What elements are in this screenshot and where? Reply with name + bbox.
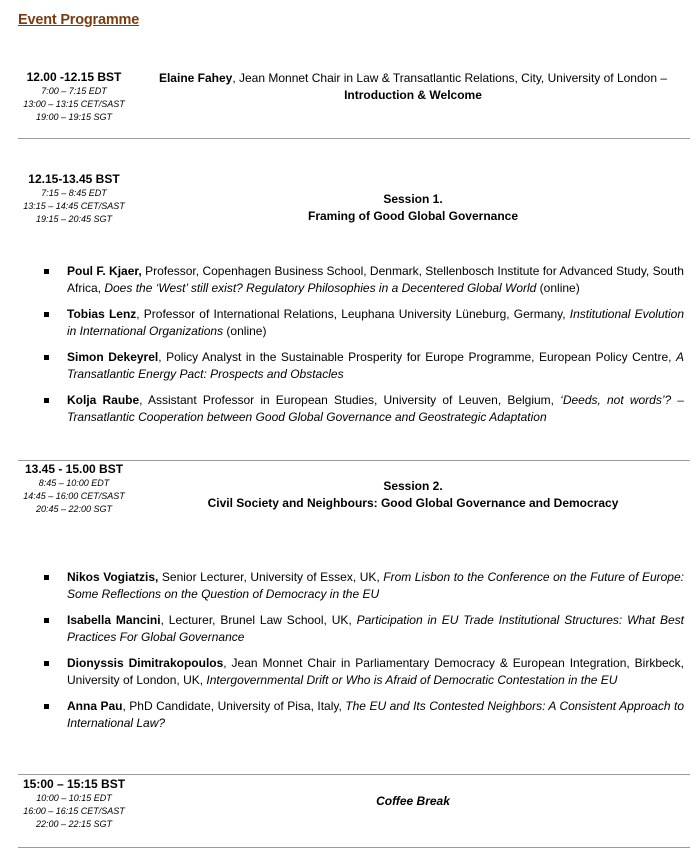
- session2-heading: [136, 478, 690, 512]
- talk-speaker: Poul F. Kjaer,: [67, 264, 142, 278]
- session1-time: [18, 172, 130, 226]
- time-edt: 10:00 – 10:15 EDT: [36, 793, 112, 803]
- opening-affiliation: , Jean Monnet Chair in Law & Transatlantic Relations, City, University of London –: [232, 71, 668, 85]
- coffee-heading: [136, 793, 690, 810]
- time-cet: 13:00 – 13:15 CET/SAST: [23, 99, 125, 109]
- list-item: [40, 392, 684, 426]
- talk-title: Institutional Evolution in International Organizations: [67, 307, 684, 338]
- list-item: [40, 263, 684, 297]
- session2-block: [18, 462, 690, 522]
- talk-title: Intergovernmental Drift or Who is Afraid of Democratic Contestation in the EU: [206, 673, 618, 687]
- session-label: Session 1.: [383, 192, 443, 206]
- list-item: [40, 655, 684, 689]
- time-bst: 12.15-13.45 BST: [28, 172, 120, 186]
- time-bst: 15:00 – 15:15 BST: [22, 777, 126, 791]
- opening-topic: Introduction & Welcome: [344, 88, 482, 102]
- talk-speaker: Isabella Mancini: [67, 613, 161, 627]
- bullet-icon: [44, 269, 49, 274]
- time-sgt: 22:00 – 22:15 SGT: [35, 819, 113, 829]
- talk-details: , Lecturer, Brunel Law School, UK,: [160, 613, 357, 627]
- talk-speaker: Simon Dekeyrel: [67, 350, 159, 364]
- list-item: [40, 306, 684, 340]
- talk-title: From Lisbon to the Conference on the Future of Europe: Some Reflections on the Question of Democracy in the EU: [67, 570, 684, 601]
- bullet-icon: [44, 575, 49, 580]
- session1-heading: [136, 191, 690, 225]
- divider: [18, 138, 690, 139]
- session1-talks: [40, 263, 684, 435]
- bullet-icon: [44, 661, 49, 666]
- bullet-icon: [44, 704, 49, 709]
- talk-title: Does the ‘West’ still exist? Regulatory Philosophies in a Decentered Global World: [104, 281, 537, 295]
- talk-speaker: Dionyssis Dimitrakopoulos: [67, 656, 224, 670]
- time-cet: 16:00 – 16:15 CET/SAST: [23, 806, 125, 816]
- divider: [18, 774, 690, 775]
- session2-time: [18, 462, 130, 516]
- talk-details: , Jean Monnet Chair in Parliamentary Democracy & European Integration, Birkbeck, University of London, UK,: [67, 656, 684, 687]
- talk-title: A Transatlantic Energy Pact: Prospects and Obstacles: [67, 350, 684, 381]
- session1-block: [18, 172, 690, 232]
- talk-speaker: Anna Pau: [67, 699, 123, 713]
- opening-speaker: Elaine Fahey: [158, 71, 233, 85]
- session2-talks: [40, 569, 684, 741]
- bullet-icon: [44, 618, 49, 623]
- list-item: [40, 698, 684, 732]
- session-name: Framing of Good Global Governance: [307, 209, 519, 223]
- session-name: Civil Society and Neighbours: Good Global Governance and Democracy: [207, 496, 619, 510]
- bullet-icon: [44, 398, 49, 403]
- talk-title: Participation in EU Trade Institutional Structures: What Best Practices For Global Governance: [67, 613, 684, 644]
- talk-speaker: Kolja Raube: [67, 393, 140, 407]
- coffee-block: [18, 777, 690, 837]
- page-title: Event Programme: [18, 12, 140, 28]
- talk-title: The EU and Its Contested Neighbors: A Consistent Approach to International Law?: [67, 699, 685, 730]
- time-edt: 7:00 – 7:15 EDT: [41, 86, 107, 96]
- opening-block: [18, 70, 690, 130]
- bullet-icon: [44, 312, 49, 317]
- opening-time: [18, 70, 130, 124]
- list-item: [40, 569, 684, 603]
- talk-title: ‘Deeds, not words’? – Transatlantic Cooperation between Good Global Governance and Geostrategic Adaptation: [67, 393, 684, 424]
- talk-speaker: Tobias Lenz: [67, 307, 137, 321]
- coffee-time: [18, 777, 130, 831]
- time-sgt: 19:15 – 20:45 SGT: [35, 214, 113, 224]
- time-edt: 7:15 – 8:45 EDT: [41, 188, 107, 198]
- session-label: Session 2.: [383, 479, 443, 493]
- talk-suffix: (online): [223, 324, 267, 338]
- talk-details: , Professor of International Relations, Leuphana University Lüneburg, Germany,: [136, 307, 570, 321]
- talk-details: , Policy Analyst in the Sustainable Prosperity for Europe Programme, European Policy Centre,: [158, 350, 676, 364]
- talk-details: Professor, Copenhagen Business School, Denmark, Stellenbosch Institute for Advanced Study, South Africa,: [67, 264, 684, 295]
- talk-details: Senior Lecturer, University of Essex, UK,: [158, 570, 384, 584]
- bullet-icon: [44, 355, 49, 360]
- talk-speaker: Nikos Vogiatzis,: [67, 570, 159, 584]
- list-item: [40, 612, 684, 646]
- talk-suffix: (online): [536, 281, 580, 295]
- time-cet: 13:15 – 14:45 CET/SAST: [23, 201, 125, 211]
- time-sgt: 19:00 – 19:15 SGT: [35, 112, 113, 122]
- time-edt: 8:45 – 10:00 EDT: [38, 478, 110, 488]
- time-cet: 14:45 – 16:00 CET/SAST: [23, 491, 125, 501]
- talk-details: , Assistant Professor in European Studies, University of Leuven, Belgium,: [139, 393, 561, 407]
- divider: [18, 460, 690, 461]
- list-item: [40, 349, 684, 383]
- time-bst: 12.00 -12.15 BST: [26, 70, 122, 84]
- talk-details: , PhD Candidate, University of Pisa, Italy,: [122, 699, 346, 713]
- divider: [18, 847, 690, 848]
- time-sgt: 20:45 – 22:00 SGT: [35, 504, 113, 514]
- time-bst: 13.45 - 15.00 BST: [24, 462, 124, 476]
- coffee-label: Coffee Break: [376, 794, 450, 808]
- opening-description: [136, 70, 690, 104]
